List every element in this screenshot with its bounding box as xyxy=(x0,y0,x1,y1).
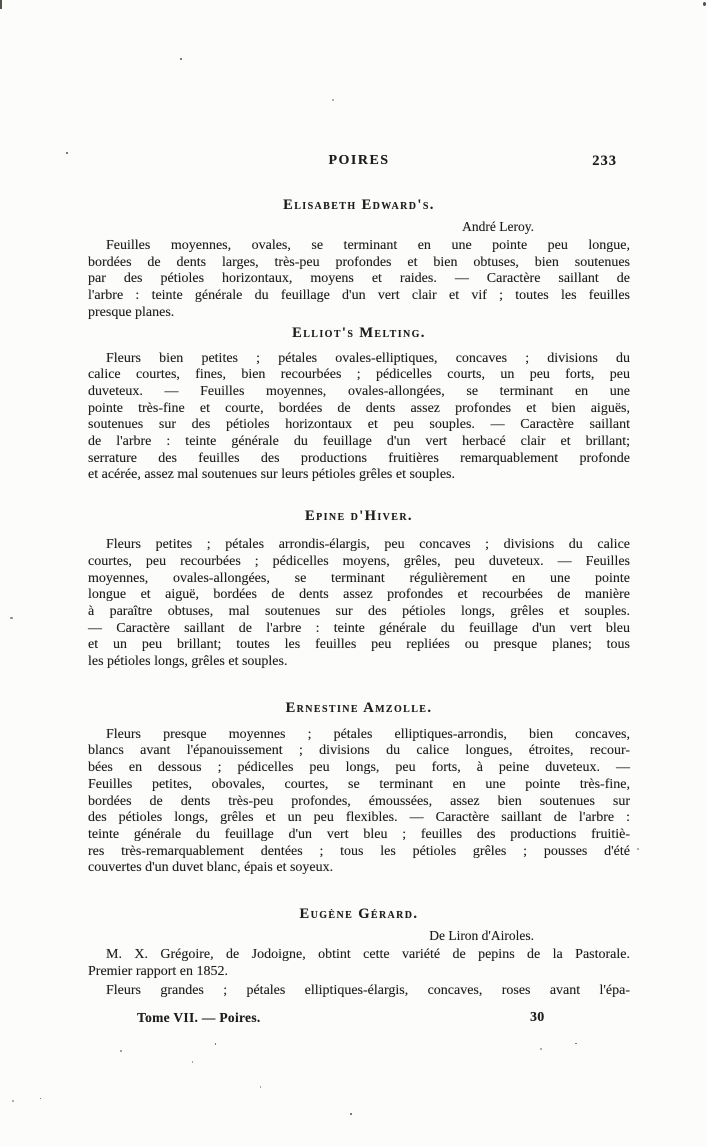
text-line: Fleurs grandes ; pétales elliptiques-élargis, concaves, roses avant l'épa- xyxy=(106,982,630,998)
scan-speck xyxy=(66,152,68,154)
attribution: André Leroy. xyxy=(462,219,534,234)
paragraph xyxy=(88,947,630,980)
text-line: Fleurs bien petites ; pétales ovales-elliptiques, concaves ; divisions du xyxy=(106,350,630,366)
text-line: les pétioles longs, grêles et souples. xyxy=(88,654,288,670)
scan-speck xyxy=(637,848,639,850)
text-line: teinte générale du feuillage d'un vert bleu ; feuilles des productions fruitiè- xyxy=(88,826,630,842)
text-line: et acérée, assez mal soutenues sur leurs pétioles grêles et souples. xyxy=(88,467,455,483)
text-line: à paraître obtuses, mal soutenues sur des pétioles longs, grêles et souples. xyxy=(88,603,630,619)
variety-heading: Eugène Gérard. xyxy=(299,906,419,923)
scan-speck xyxy=(575,1043,577,1044)
text-line: moyennes, ovales-allongées, se terminant régulièrement en une pointe xyxy=(88,570,630,586)
text-line: presque planes. xyxy=(88,304,175,320)
text-line: pointe très-fine et courte, bordées de dents assez profondes et bien aiguës, xyxy=(88,400,630,416)
scan-speck xyxy=(0,0,2,9)
text-line: — Caractère saillant de l'arbre : teinte générale du feuillage d'un vert bleu xyxy=(88,620,630,636)
variety-section xyxy=(88,906,630,999)
text-line: Fleurs petites ; pétales arrondis-élargis, peu concaves ; divisions du calice xyxy=(106,537,630,553)
variety-heading: Elisabeth Edward's. xyxy=(283,197,435,213)
text-line: longue et aiguë, bordées de dents assez profondes et recourbées de manière xyxy=(88,587,630,603)
variety-heading: Elliot's Melting. xyxy=(292,324,426,341)
scan-speck xyxy=(350,1113,352,1115)
text-line: Feuilles moyennes, ovales, se terminant en une pointe peu longue, xyxy=(106,238,630,253)
text-line: de l'arbre : teinte générale du feuillage d'un vert herbacé clair et brillant; xyxy=(88,434,630,450)
text-line: couvertes d'un duvet blanc, épais et soyeux. xyxy=(88,860,334,876)
text-line: bordées de dents larges, très-peu profondes et bien obtuses, bien soutenues xyxy=(88,254,630,270)
page-footer xyxy=(88,1010,630,1027)
text-line: M. X. Grégoire, de Jodoigne, obtint cette variété de pepins de la Pastorale. xyxy=(106,947,630,963)
paragraph xyxy=(88,983,630,1000)
running-header xyxy=(88,153,630,170)
scan-speck xyxy=(703,2,706,6)
text-line: bées en dessous ; pédicelles peu longs, peu forts, à peine duveteux. — xyxy=(88,760,630,776)
scan-speck xyxy=(192,1061,193,1063)
variety-heading: Ernestine Amzolle. xyxy=(285,699,433,716)
variety-section xyxy=(88,508,630,671)
scan-speck xyxy=(120,1050,122,1052)
scan-speck xyxy=(260,1086,261,1088)
text-line: Premier rapport en 1852. xyxy=(88,963,228,979)
scan-speck xyxy=(12,1100,14,1102)
scan-speck xyxy=(40,1098,41,1099)
scan-speck xyxy=(540,1048,542,1050)
text-line: l'arbre : teinte générale du feuillage d'un vert clair et vif ; toutes les feuilles xyxy=(88,288,630,304)
text-line: calice courtes, fines, bien recourbées ; pédicelles courts, un peu forts, peu xyxy=(88,367,630,383)
scan-speck xyxy=(180,58,182,60)
paragraph xyxy=(88,351,630,485)
paragraph xyxy=(88,238,630,322)
scan-speck xyxy=(215,1043,216,1045)
page-number: 233 xyxy=(592,153,617,169)
scan-speck xyxy=(332,99,334,101)
text-line: des pétioles longs, grêles et un peu flexibles. — Caractère saillant de l'arbre : xyxy=(88,810,630,826)
text-line: Feuilles petites, obovales, courtes, se terminant en une pointe très-fine, xyxy=(88,776,630,792)
footer-signature: 30 xyxy=(530,1010,545,1026)
text-line: blancs avant l'épanouissement ; divisions du calice longues, étroites, recour- xyxy=(88,743,630,759)
text-line: Fleurs presque moyennes ; pétales elliptiques-arrondis, bien concaves, xyxy=(106,726,630,742)
attribution: De Liron d'Airoles. xyxy=(429,928,534,944)
variety-heading: Epine d'Hiver. xyxy=(305,508,413,525)
text-line: courtes, peu recourbées ; pédicelles moyens, grêles, peu duveteux. — Feuilles xyxy=(88,553,630,569)
text-line: et un peu brillant; toutes les feuilles peu repliées ou presque planes; tous xyxy=(88,637,630,653)
variety-section xyxy=(88,197,630,322)
variety-section xyxy=(88,700,630,877)
paragraph xyxy=(88,727,630,877)
text-line: bordées de dents très-peu profondes, émoussées, assez bien soutenues sur xyxy=(88,793,630,809)
page-title: POIRES xyxy=(328,153,390,168)
scan-speck xyxy=(10,617,13,619)
sections xyxy=(88,197,630,999)
text-line: duveteux. — Feuilles moyennes, ovales-allongées, se terminant en une xyxy=(88,383,630,399)
text-line: res très-remarquablement dentées ; tous les pétioles grêles ; pousses d'été xyxy=(88,843,630,859)
text-line: soutenues sur des pétioles horizontaux et peu souples. — Caractère saillant xyxy=(88,417,630,433)
footer-volume: Tome VII. — Poires. xyxy=(137,1010,261,1026)
text-line: par des pétioles horizontaux, moyens et raides. — Caractère saillant de xyxy=(88,271,630,287)
variety-section xyxy=(88,325,630,485)
text-line: serrature des feuilles des productions fruitières remarquablement profonde xyxy=(88,450,630,466)
paragraph xyxy=(88,537,630,671)
